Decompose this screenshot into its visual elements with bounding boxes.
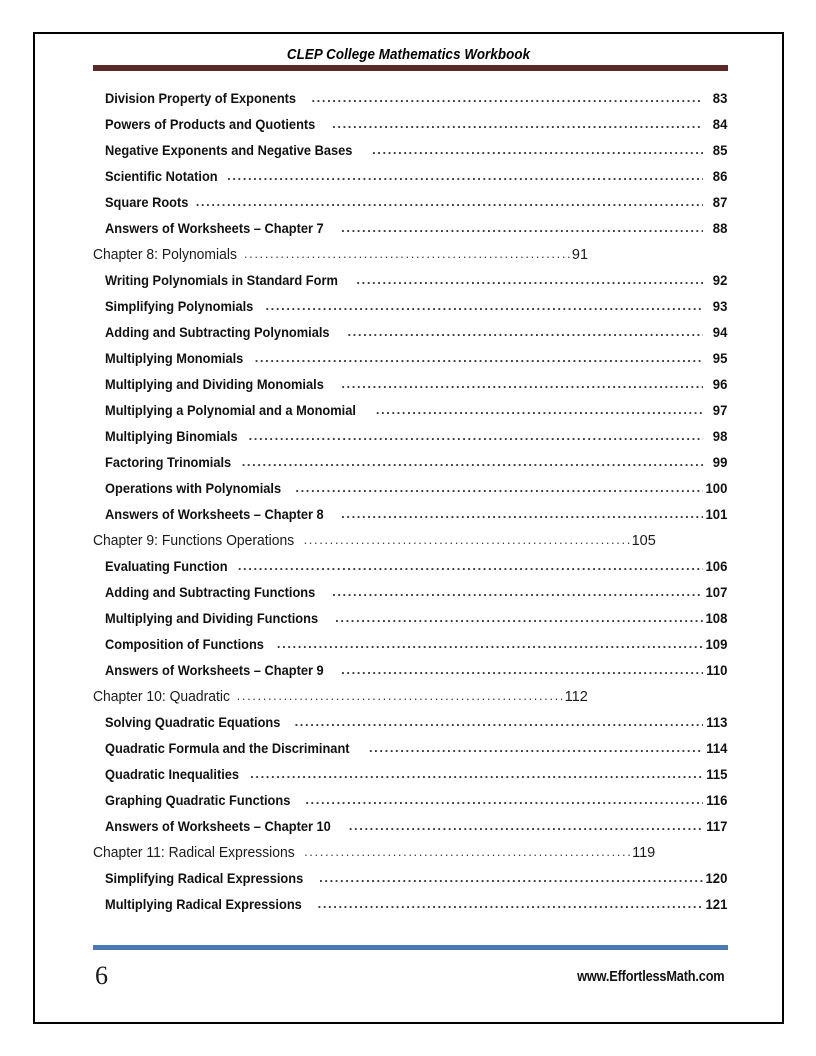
toc-chapter-row[interactable] [35, 247, 786, 273]
toc-entry-page-number: 117 [706, 819, 728, 834]
header-rule [93, 65, 728, 71]
toc-entry-title: Division Property of Exponents [105, 91, 297, 106]
toc-entry-page-number: 92 [712, 273, 728, 288]
toc-entry-row[interactable] [35, 195, 786, 221]
toc-entry-title: Multiplying Monomials [105, 351, 244, 366]
toc-entry-page-number: 101 [705, 507, 728, 522]
toc-chapter-row[interactable] [35, 689, 786, 715]
toc-entry-row[interactable] [35, 169, 786, 195]
dot-leader [318, 897, 703, 911]
toc-entry-row[interactable] [35, 377, 786, 403]
toc-entry-page-number: 107 [705, 585, 728, 600]
dot-leader [347, 325, 703, 339]
toc-entry-page-number: 83 [712, 91, 728, 106]
dot-leader [250, 767, 703, 781]
toc-entry-row[interactable] [35, 793, 786, 819]
toc-entry-title: Answers of Worksheets – Chapter 7 [105, 221, 324, 236]
dot-leader [349, 819, 703, 833]
toc-entry-title: Simplifying Polynomials [105, 299, 254, 314]
toc-entry-page-number: 105 [631, 533, 656, 549]
toc-entry-title: Multiplying Radical Expressions [105, 897, 302, 912]
dot-leader [341, 663, 703, 677]
dot-leader [244, 247, 571, 261]
toc-entry-title: Graphing Quadratic Functions [105, 793, 291, 808]
toc-entry-row[interactable] [35, 637, 786, 663]
toc-entry-page-number: 93 [712, 299, 728, 314]
dot-leader [238, 559, 703, 573]
running-head-title: CLEP College Mathematics Workbook [286, 47, 531, 63]
footer-page-number: 6 [95, 961, 108, 990]
dot-leader [335, 611, 703, 625]
toc-entry-title: Answers of Worksheets – Chapter 10 [105, 819, 331, 834]
toc-entry-row[interactable] [35, 585, 786, 611]
toc-entry-title: Simplifying Radical Expressions [105, 871, 304, 886]
toc-entry-title: Quadratic Inequalities [105, 767, 240, 782]
dot-leader [369, 741, 703, 755]
toc-entry-row[interactable] [35, 481, 786, 507]
toc-entry-page-number: 84 [712, 117, 728, 132]
toc-entry-title: Square Roots [105, 195, 189, 210]
footer-website: www.EffortlessMath.com [576, 968, 724, 985]
toc-entry-page-number: 96 [712, 377, 728, 392]
toc-entry-title: Chapter 10: Quadratic [93, 689, 230, 705]
toc-entry-page-number: 112 [564, 689, 588, 705]
toc-entry-page-number: 97 [712, 403, 728, 418]
toc-entry-title: Quadratic Formula and the Discriminant [105, 741, 350, 756]
dot-leader [311, 91, 703, 105]
toc-entry-row[interactable] [35, 91, 786, 117]
toc-entry-page-number: 121 [705, 897, 728, 912]
toc-entry-title: Operations with Polynomials [105, 481, 282, 496]
toc-entry-page-number: 120 [705, 871, 728, 886]
toc-entry-title: Negative Exponents and Negative Bases [105, 143, 353, 158]
toc-entry-row[interactable] [35, 507, 786, 533]
toc-entry-row[interactable] [35, 143, 786, 169]
toc-entry-title: Writing Polynomials in Standard Form [105, 273, 338, 288]
toc-entry-title: Multiplying Binomials [105, 429, 238, 444]
toc-entry-row[interactable] [35, 871, 786, 897]
toc-chapter-row[interactable] [35, 533, 786, 559]
toc-entry-row[interactable] [35, 117, 786, 143]
toc-entry-row[interactable] [35, 611, 786, 637]
toc-entry-page-number: 109 [705, 637, 728, 652]
toc-entry-row[interactable] [35, 455, 786, 481]
toc-entry-page-number: 95 [712, 351, 728, 366]
toc-entry-title: Evaluating Function [105, 559, 228, 574]
toc-entry-row[interactable] [35, 819, 786, 845]
toc-entry-title: Multiplying and Dividing Monomials [105, 377, 324, 392]
toc-entry-page-number: 99 [712, 455, 728, 470]
dot-leader [295, 481, 703, 495]
dot-leader [265, 299, 703, 313]
page-frame [33, 32, 784, 1024]
toc-entry-row[interactable] [35, 325, 786, 351]
dot-leader [356, 273, 703, 287]
dot-leader [237, 689, 564, 703]
dot-leader [332, 585, 703, 599]
toc-entry-page-number: 91 [571, 247, 589, 263]
dot-leader [376, 403, 703, 417]
toc-entry-row[interactable] [35, 663, 786, 689]
toc-entry-title: Chapter 9: Functions Operations [93, 533, 295, 549]
toc-entry-row[interactable] [35, 403, 786, 429]
toc-entry-title: Multiplying a Polynomial and a Monomial [105, 403, 356, 418]
toc-entry-row[interactable] [35, 351, 786, 377]
toc-entry-page-number: 98 [712, 429, 728, 444]
dot-leader [196, 195, 703, 209]
table-of-contents [35, 91, 786, 923]
toc-entry-title: Answers of Worksheets – Chapter 9 [105, 663, 324, 678]
toc-entry-title: Composition of Functions [105, 637, 264, 652]
toc-entry-page-number: 119 [632, 845, 656, 861]
dot-leader [304, 533, 631, 547]
dot-leader [227, 169, 703, 183]
toc-entry-page-number: 87 [712, 195, 728, 210]
dot-leader [304, 845, 631, 859]
dot-leader [341, 377, 703, 391]
toc-entry-page-number: 108 [705, 611, 728, 626]
toc-entry-row[interactable] [35, 273, 786, 299]
toc-entry-title: Factoring Trinomials [105, 455, 232, 470]
toc-entry-title: Multiplying and Dividing Functions [105, 611, 319, 626]
dot-leader [319, 871, 703, 885]
dot-leader [305, 793, 703, 807]
toc-entry-title: Answers of Worksheets – Chapter 8 [105, 507, 324, 522]
toc-entry-title: Solving Quadratic Equations [105, 715, 281, 730]
toc-entry-row[interactable] [35, 299, 786, 325]
toc-entry-title: Chapter 8: Polynomials [93, 247, 237, 263]
toc-entry-page-number: 115 [706, 767, 728, 782]
toc-entry-page-number: 100 [705, 481, 728, 496]
toc-entry-page-number: 85 [712, 143, 728, 158]
toc-entry-page-number: 110 [706, 663, 728, 678]
dot-leader [332, 117, 703, 131]
dot-leader [372, 143, 703, 157]
toc-entry-title: Scientific Notation [105, 169, 218, 184]
toc-entry-page-number: 106 [705, 559, 728, 574]
toc-entry-page-number: 116 [706, 793, 728, 808]
dot-leader [341, 507, 703, 521]
toc-entry-row[interactable] [35, 897, 786, 923]
toc-entry-title: Chapter 11: Radical Expressions [93, 845, 295, 861]
toc-entry-page-number: 113 [706, 715, 728, 730]
toc-chapter-row[interactable] [35, 845, 786, 871]
toc-entry-page-number: 114 [706, 741, 728, 756]
dot-leader [242, 455, 703, 469]
toc-entry-row[interactable] [35, 741, 786, 767]
dot-leader [277, 637, 703, 651]
toc-entry-row[interactable] [35, 221, 786, 247]
toc-entry-title: Adding and Subtracting Functions [105, 585, 316, 600]
toc-entry-page-number: 94 [712, 325, 728, 340]
toc-entry-row[interactable] [35, 715, 786, 741]
toc-entry-row[interactable] [35, 429, 786, 455]
footer-rule [93, 945, 728, 950]
dot-leader [255, 351, 703, 365]
toc-entry-page-number: 88 [712, 221, 728, 236]
dot-leader [341, 221, 703, 235]
toc-entry-row[interactable] [35, 559, 786, 585]
toc-entry-page-number: 86 [712, 169, 728, 184]
toc-entry-title: Adding and Subtracting Polynomials [105, 325, 330, 340]
dot-leader [295, 715, 703, 729]
toc-entry-row[interactable] [35, 767, 786, 793]
toc-entry-title: Powers of Products and Quotients [105, 117, 316, 132]
dot-leader [249, 429, 703, 443]
